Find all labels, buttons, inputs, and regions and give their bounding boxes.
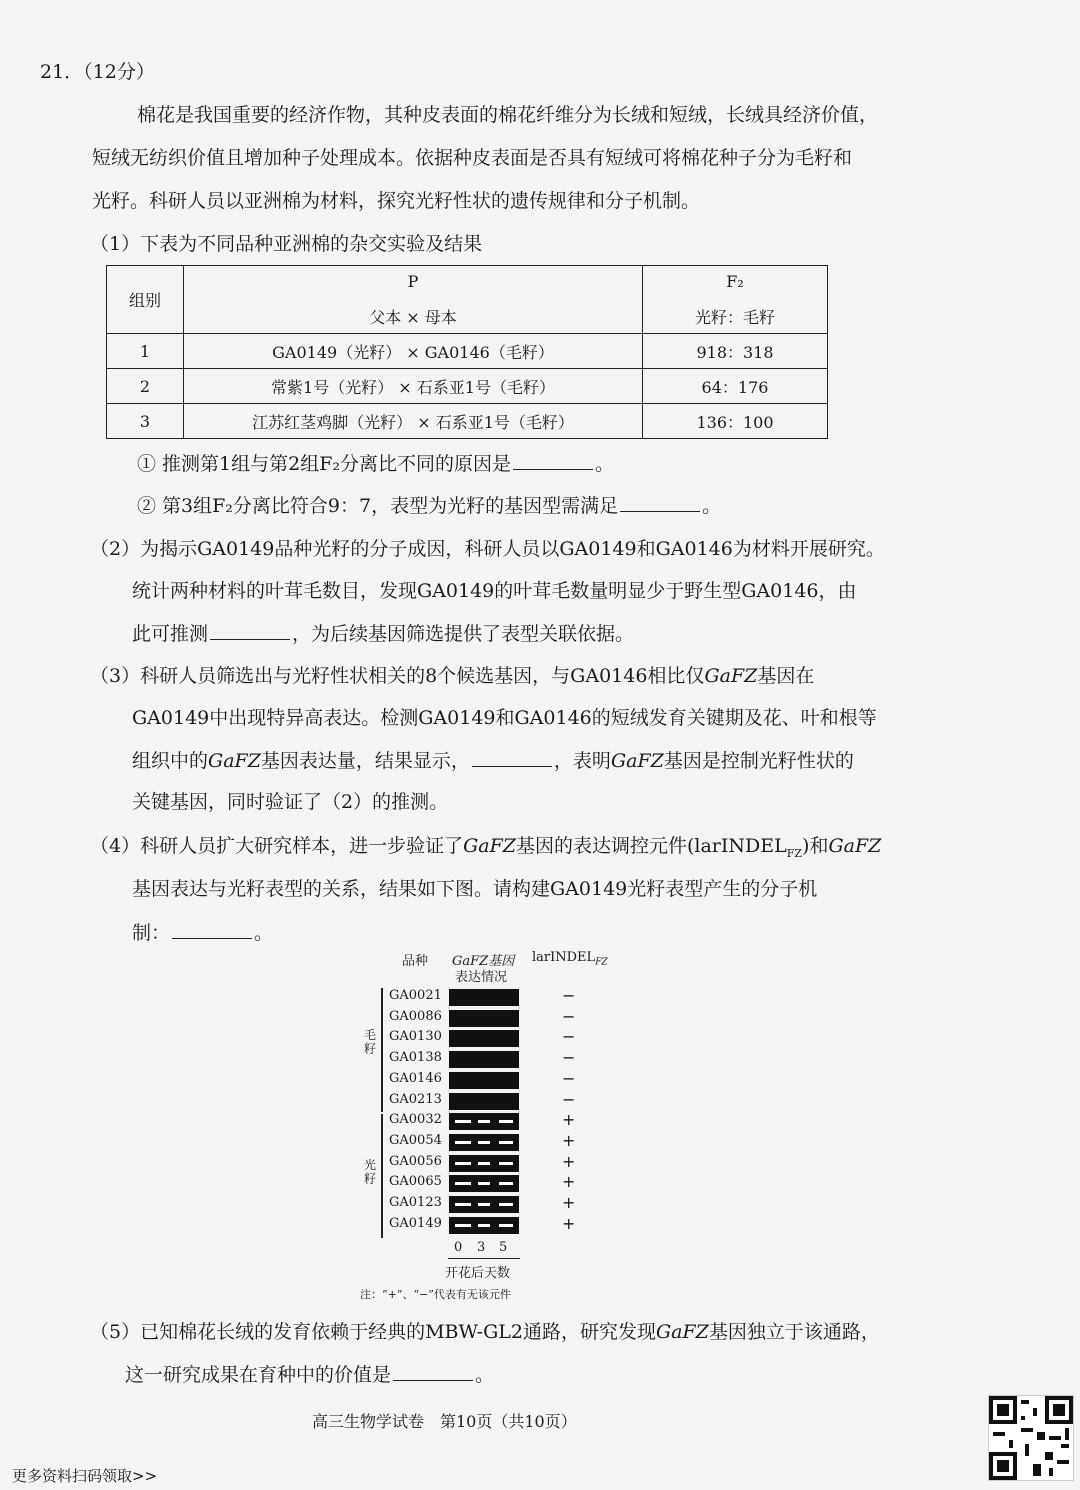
expression-signal [478,1203,490,1206]
table-row [107,334,828,369]
expression-signal [455,1203,471,1206]
expression-band [449,1175,519,1192]
expression-signal [499,1203,513,1206]
fig-header-expr-2: 表达情况 [455,970,508,985]
gene-name: GaFZ [655,1321,709,1343]
cell-cross: GA0149（光籽） × GA0146（毛籽） [184,334,643,369]
p3-line-3 [132,748,854,773]
fig-indel-sub: FZ [595,957,608,968]
subscript: FZ [786,846,803,860]
variety-label: GA0138 [389,1050,442,1066]
p4-l3-text: 制： [132,922,171,944]
p3-line-2: GA0149中出现特异高表达。检测GA0149和GA0146的短绒发育关键期及花、叶和根等 [132,707,877,729]
expression-band [449,1010,519,1027]
variety-label: GA0130 [389,1029,442,1045]
expression-band [449,1030,519,1047]
qr-code-icon[interactable] [988,1395,1074,1481]
p5-l2-text: 这一研究成果在育种中的价值是 [125,1364,392,1386]
more-resources-link[interactable]: 更多资料扫码领取>> [12,1467,158,1485]
indel-sign: + [562,1193,576,1212]
header-f2 [643,266,828,334]
header-p-sub: 父本 × 母本 [369,307,457,327]
expression-band [449,989,519,1006]
gene-name: GaFZ [704,665,758,687]
figure-note: 注：“+”、“−”代表有无该元件 [360,1288,511,1301]
p5-line-1 [90,1320,880,1344]
variety-label: GA0146 [389,1070,442,1086]
cell-group: 3 [107,404,184,439]
p5-l1-text: （5）已知棉花长绒的发育依赖于经典的MBW-GL2通路，研究发现 [90,1321,656,1343]
cross-table [106,265,828,439]
p3-l3-mid: 基因表达量，结果显示， [260,750,470,772]
gene-name: GaFZ [208,750,261,772]
fig-header-indel [532,950,608,968]
p3-l1-end: 基因在 [757,665,815,687]
p5-line-2 [125,1362,494,1387]
indel-sign: − [562,1006,576,1026]
q1b-line [137,493,721,518]
expression-signal [499,1162,513,1165]
p4-line-1 [90,834,881,866]
smooth-bracket [381,1114,383,1238]
q1a-line [137,451,614,476]
variety-label: GA0054 [389,1132,442,1148]
indel-sign: + [562,1213,576,1233]
indel-sign: + [562,1130,576,1150]
answer-blank[interactable] [172,920,252,939]
variety-label: GA0086 [389,1008,442,1024]
cell-ratio: 64：176 [643,369,828,404]
p2-line-2: 统计两种材料的叶茸毛数目，发现GA0149的叶茸毛数量明显少于野生型GA0146，由 [132,580,857,602]
hairy-bracket [381,988,383,1112]
expression-signal [455,1162,471,1165]
expression-signal [499,1120,513,1123]
fig-indel-label: larINDEL [532,950,596,965]
expression-signal [455,1224,471,1227]
header-f2-title: F₂ [726,271,744,291]
expression-band [449,1072,519,1089]
indel-sign: + [562,1172,576,1192]
cell-cross: 江苏红茎鸡脚（光籽） × 石系亚1号（毛籽） [184,404,643,439]
cell-group: 2 [107,369,184,404]
p5-l1-end: 基因独立于该通路， [708,1321,880,1343]
expression-band [449,1051,519,1068]
expression-signal [499,1141,513,1144]
q1b-end: 。 [702,495,722,517]
answer-blank[interactable] [620,493,700,512]
p4-l2-text: 基因表达与光籽表型的关系，结果如下图。请构建GA0149光籽表型产生的分子机 [132,878,818,900]
intro-line-3: 光籽。科研人员以亚洲棉为材料，探究光籽性状的遗传规律和分子机制。 [92,190,701,212]
part1-title: （1）下表为不同品种亚洲棉的杂交实验及结果 [90,233,483,255]
expression-signal [478,1162,490,1165]
variety-label: GA0056 [389,1153,442,1169]
gene-name: GaFZ [828,835,882,857]
header-f2-sub: 光籽：毛籽 [694,307,775,327]
group-label-hairy: 毛籽 [364,1028,377,1056]
expression-signal [499,1224,513,1227]
indel-sign: + [562,1151,576,1171]
p4-l1-mid2: )和 [802,835,829,857]
q1a-end: 。 [595,453,615,475]
q1b-text: ② 第3组F₂分离比符合9：7，表型为光籽的基因型需满足 [137,495,619,517]
variety-label: GA0065 [389,1174,442,1190]
expression-band [449,1093,519,1110]
expression-signal [455,1120,471,1123]
table-row [107,404,828,439]
fig-header-variety: 品种 [402,954,429,969]
cell-group: 1 [107,334,184,369]
p3-l1-text: （3）科研人员筛选出与光籽性状相关的8个候选基因，与GA0146相比仅 [90,665,705,687]
header-group: 组别 [107,266,184,334]
p5-l2-end: 。 [475,1364,495,1386]
p4-line-2 [132,877,817,901]
expression-signal [478,1224,490,1227]
p3-l3-mid2: ，表明 [553,750,611,772]
variety-label: GA0021 [389,988,442,1003]
expression-band [449,1217,519,1234]
intro-line-1: 棉花是我国重要的经济作物，其种皮表面的棉花纤维分为长绒和短绒，长绒具经济价值， [137,104,879,126]
cell-cross: 常紫1号（光籽） × 石系亚1号（毛籽） [184,369,643,404]
variety-label: GA0149 [389,1215,442,1231]
p4-l1-text: （4）科研人员扩大研究样本，进一步验证了 [90,835,464,857]
p2-l3-end: ，为后续基因筛选提供了表型关联依据。 [292,623,635,645]
table-row [107,369,828,404]
expression-band [449,1155,519,1172]
indel-sign: + [562,1110,576,1130]
p2-line-3 [132,621,634,646]
answer-blank[interactable] [393,1362,473,1381]
gene-name: GaFZ [610,750,664,772]
p3-l3-end: 基因是控制光籽性状的 [663,750,854,772]
question-number: 21．（12分） [40,61,155,83]
expression-band [449,1134,519,1151]
q1a-text: ① 推测第1组与第2组F₂分离比不同的原因是 [137,453,512,475]
expression-band [449,1113,519,1130]
variety-label: GA0032 [389,1112,442,1128]
answer-blank[interactable] [513,451,593,470]
indel-sign: − [562,986,576,1005]
p2-l3-text: 此可推测 [132,623,209,645]
header-p [184,266,643,334]
variety-label: GA0213 [389,1091,442,1107]
p4-l3-end: 。 [254,922,274,944]
expression-band [449,1196,519,1213]
gene-name: GaFZ [463,835,516,857]
indel-sign: − [562,1048,576,1068]
group-label-smooth: 光籽 [364,1158,377,1186]
p4-l1-mid: 基因的表达调控元件(larINDEL [515,835,787,857]
variety-label: GA0123 [389,1195,442,1210]
p3-line-1 [90,664,814,688]
fig-header-expr-1: GaFZ基因 [452,954,515,969]
expression-signal [499,1182,513,1185]
expression-signal [478,1182,490,1185]
page-footer: 高三生物学试卷 第10页（共10页） [312,1412,577,1431]
x-axis-label: 开花后天数 [445,1266,511,1281]
expression-signal [455,1182,471,1185]
intro-line-2: 短绒无纺织价值且增加种子处理成本。依据种皮表面是否具有短绒可将棉花种子分为毛籽和 [92,147,853,169]
cell-ratio: 136：100 [643,404,828,439]
indel-sign: − [562,1027,576,1047]
cell-ratio: 918：318 [643,334,828,369]
indel-sign: − [562,1089,576,1109]
answer-blank[interactable] [210,621,290,640]
day-tick: 0 [454,1240,463,1255]
expression-signal [455,1141,471,1144]
p3-line-4: 关键基因，同时验证了（2）的推测。 [132,791,449,813]
p2-line-1: （2）为揭示GA0149品种光籽的分子成因，科研人员以GA0149和GA0146为材料开展研究。 [90,538,885,560]
p4-line-3 [132,920,273,945]
day-tick: 3 [477,1240,486,1255]
indel-sign: − [562,1068,576,1088]
answer-blank[interactable] [472,748,552,767]
header-p-title: P [407,271,419,291]
expression-signal [478,1120,490,1123]
axis-line [448,1258,520,1259]
day-tick: 5 [499,1240,508,1255]
p3-l3-text: 组织中的 [132,750,209,772]
expression-signal [478,1141,490,1144]
